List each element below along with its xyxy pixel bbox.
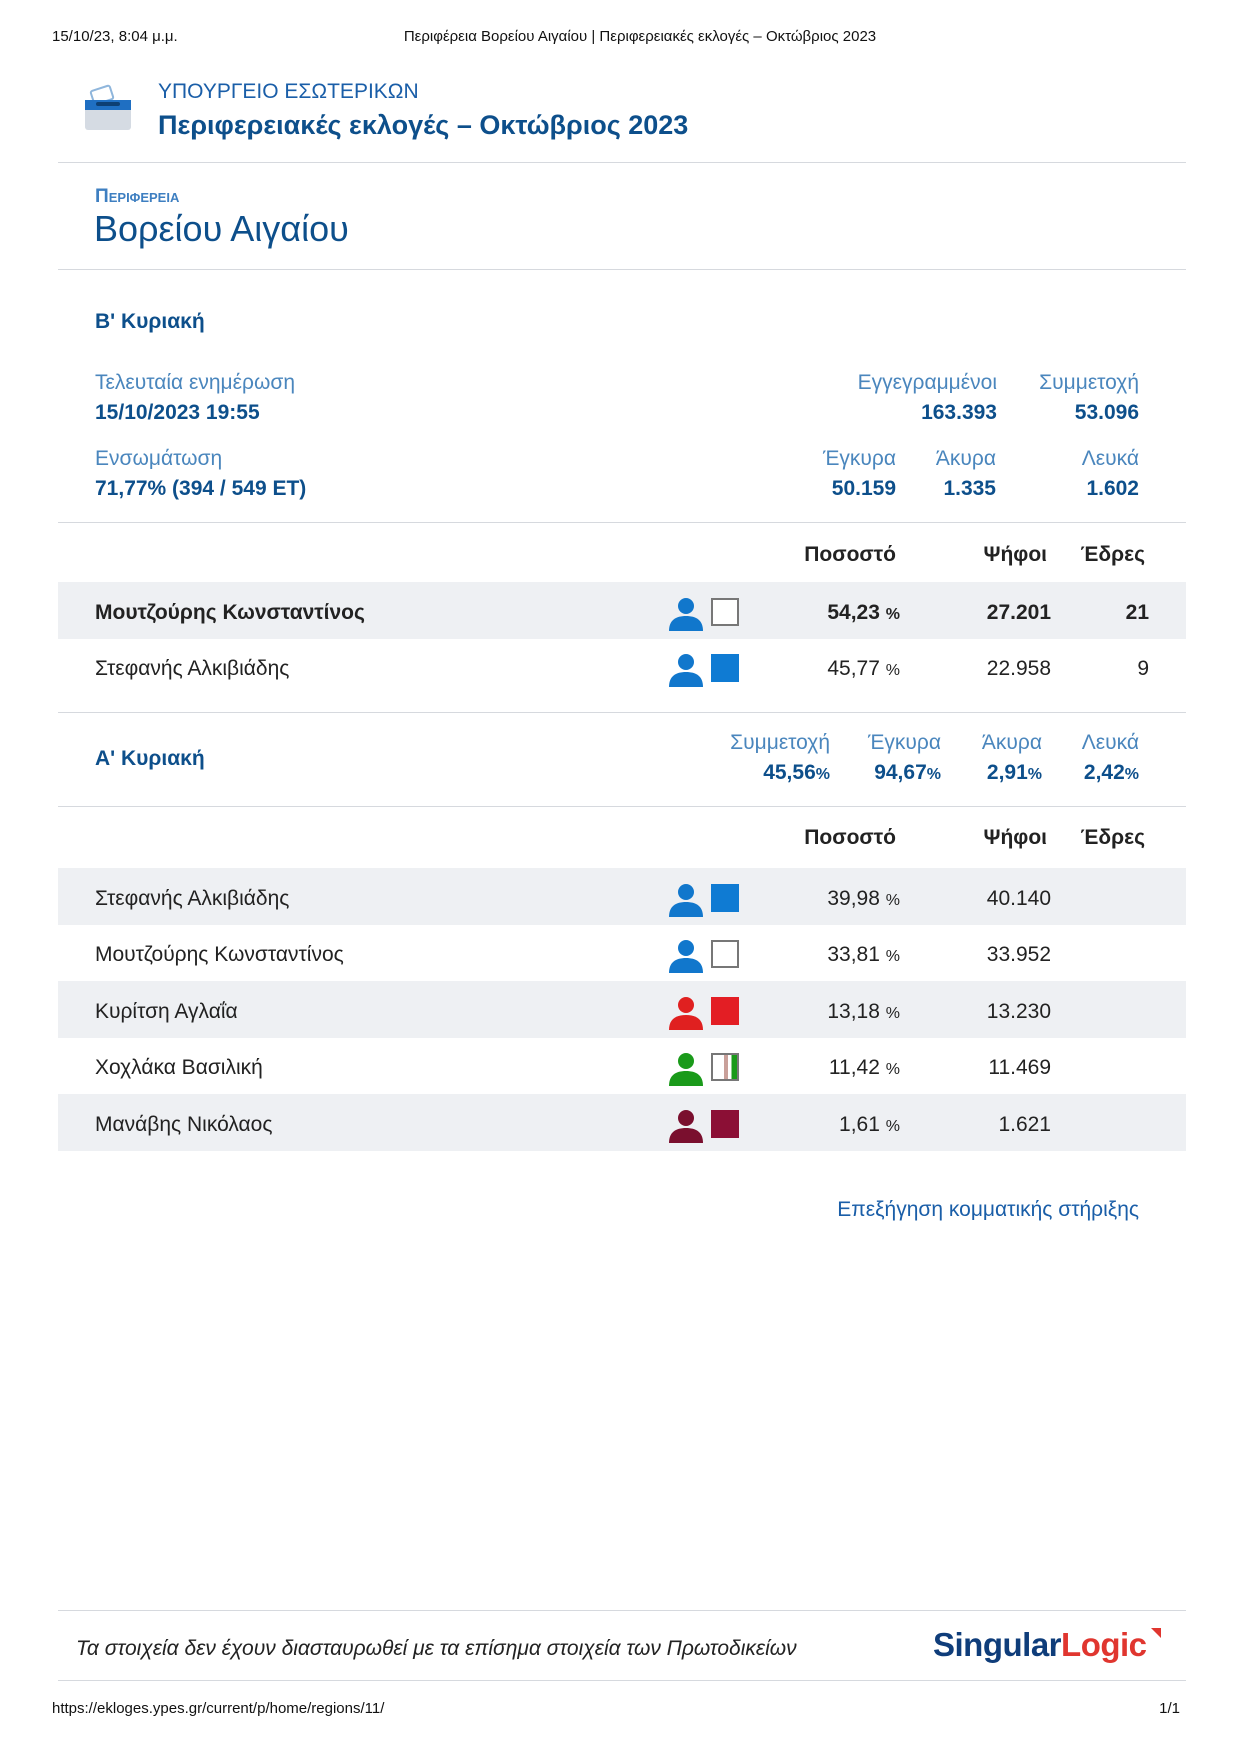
party-color-box <box>711 598 739 626</box>
round-a-blank-value: 2,42% <box>1083 761 1139 784</box>
candidate-percent: 33,81 % <box>827 943 900 967</box>
round-a-blank-label: Λευκά <box>1081 731 1139 754</box>
candidate-name: Μανάβης Νικόλαος <box>95 1112 273 1136</box>
singularlogic-logo <box>933 1626 1147 1664</box>
candidate-votes: 11.469 <box>988 1056 1051 1080</box>
candidate-votes: 13.230 <box>986 999 1051 1023</box>
last-update-value: 15/10/2023 19:55 <box>95 401 260 424</box>
round-a-turnout-label: Συμμετοχή <box>730 731 830 754</box>
party-color-box <box>711 884 739 912</box>
divider <box>58 269 1186 270</box>
round-a-valid-value: 94,67% <box>874 761 941 784</box>
logo-part-2: Logic <box>1061 1626 1147 1663</box>
valid-label: Έγκυρα <box>822 447 896 470</box>
round-b-title: Β' Κυριακή <box>95 310 205 333</box>
registered-value: 163.393 <box>921 401 997 424</box>
divider <box>58 806 1186 807</box>
candidate-seats: 21 <box>1125 601 1149 624</box>
person-icon <box>668 996 704 1030</box>
candidate-percent: 1,61 % <box>839 1112 900 1136</box>
col-header-percent: Ποσοστό <box>804 826 896 849</box>
print-page-number: 1/1 <box>1159 1700 1180 1717</box>
last-update-label: Τελευταία ενημέρωση <box>95 371 295 394</box>
person-icon <box>668 653 704 687</box>
candidate-votes: 40.140 <box>986 887 1051 910</box>
party-color-box <box>711 940 739 968</box>
party-color-box <box>711 1053 739 1081</box>
region-caption: Περιφερεια <box>95 186 180 207</box>
invalid-label: Άκυρα <box>935 447 996 470</box>
party-support-link[interactable]: Επεξήγηση κομματικής στήριξης <box>837 1198 1139 1221</box>
candidate-percent: 45,77 % <box>827 657 900 681</box>
candidate-name: Στεφανής Αλκιβιάδης <box>95 657 290 681</box>
person-icon <box>668 1109 704 1143</box>
divider <box>58 1610 1186 1611</box>
col-header-votes: Ψήφοι <box>983 543 1047 566</box>
person-icon <box>668 1052 704 1086</box>
divider <box>58 712 1186 713</box>
turnout-value: 53.096 <box>1074 401 1139 424</box>
candidate-votes: 33.952 <box>986 943 1051 967</box>
candidate-name: Κυρίτση Αγλαΐα <box>95 999 238 1023</box>
candidate-row[interactable] <box>58 981 1186 1038</box>
candidate-seats: 9 <box>1137 657 1149 681</box>
ballot-box-icon <box>82 82 134 134</box>
divider <box>58 162 1186 163</box>
invalid-value: 1.335 <box>943 477 996 500</box>
valid-value: 50.159 <box>831 477 896 500</box>
divider <box>58 522 1186 523</box>
logo-part-1: Singular <box>933 1626 1062 1663</box>
logo-corner-mark <box>1151 1628 1161 1638</box>
round-a-title: Α' Κυριακή <box>95 747 205 770</box>
candidate-row[interactable] <box>58 1037 1186 1094</box>
page-title: Περιφερειακές εκλογές – Οκτώβριος 2023 <box>158 110 689 140</box>
turnout-label: Συμμετοχή <box>1039 371 1139 394</box>
print-url: https://ekloges.ypes.gr/current/p/home/regions/11/ <box>52 1700 385 1717</box>
candidate-row[interactable] <box>58 924 1186 981</box>
candidate-row[interactable] <box>58 582 1186 639</box>
candidate-name: Χοχλάκα Βασιλική <box>95 1056 263 1080</box>
person-icon <box>668 939 704 973</box>
round-a-invalid-label: Άκυρα <box>981 731 1042 754</box>
print-datetime: 15/10/23, 8:04 μ.μ. <box>52 28 178 45</box>
party-color-box <box>711 997 739 1025</box>
print-page-title: Περιφέρεια Βορείου Αιγαίου | Περιφερειακές εκλογές – Οκτώβριος 2023 <box>403 28 877 45</box>
person-icon <box>668 883 704 917</box>
party-color-box <box>711 654 739 682</box>
col-header-seats: Έδρες <box>1080 826 1145 849</box>
registered-label: Εγγεγραμμένοι <box>857 371 997 394</box>
candidate-votes: 22.958 <box>986 657 1051 681</box>
blank-value: 1.602 <box>1086 477 1139 500</box>
candidate-percent: 39,98 % <box>827 887 900 910</box>
disclaimer-text: Τα στοιχεία δεν έχουν διασταυρωθεί με τα επίσημα στοιχεία των Πρωτοδικείων <box>76 1637 797 1660</box>
candidate-name: Μουτζούρης Κωνσταντίνος <box>95 601 365 624</box>
candidate-name: Μουτζούρης Κωνσταντίνος <box>95 943 344 967</box>
col-header-votes: Ψήφοι <box>983 826 1047 849</box>
candidate-row[interactable] <box>58 638 1186 695</box>
col-header-percent: Ποσοστό <box>804 543 896 566</box>
candidate-row[interactable] <box>58 1094 1186 1151</box>
round-a-invalid-value: 2,91% <box>986 761 1042 784</box>
candidate-percent: 54,23 % <box>827 601 900 624</box>
divider <box>58 1680 1186 1681</box>
person-icon <box>668 597 704 631</box>
ministry-name: ΥΠΟΥΡΓΕΙΟ ΕΣΩΤΕΡΙΚΩΝ <box>158 80 419 103</box>
candidate-name: Στεφανής Αλκιβιάδης <box>95 887 290 910</box>
candidate-votes: 27.201 <box>986 601 1051 624</box>
round-a-valid-label: Έγκυρα <box>867 731 941 754</box>
round-a-turnout-value: 45,56% <box>763 761 830 784</box>
candidate-row[interactable] <box>58 868 1186 925</box>
blank-label: Λευκά <box>1081 447 1139 470</box>
candidate-votes: 1.621 <box>998 1112 1051 1136</box>
integration-label: Ενσωμάτωση <box>95 447 223 470</box>
candidate-percent: 11,42 % <box>828 1056 900 1080</box>
party-color-box <box>711 1110 739 1138</box>
integration-value: 71,77% (394 / 549 ΕΤ) <box>95 477 307 500</box>
col-header-seats: Έδρες <box>1080 543 1145 566</box>
candidate-percent: 13,18 % <box>827 999 900 1023</box>
region-name: Βορείου Αιγαίου <box>94 208 349 249</box>
